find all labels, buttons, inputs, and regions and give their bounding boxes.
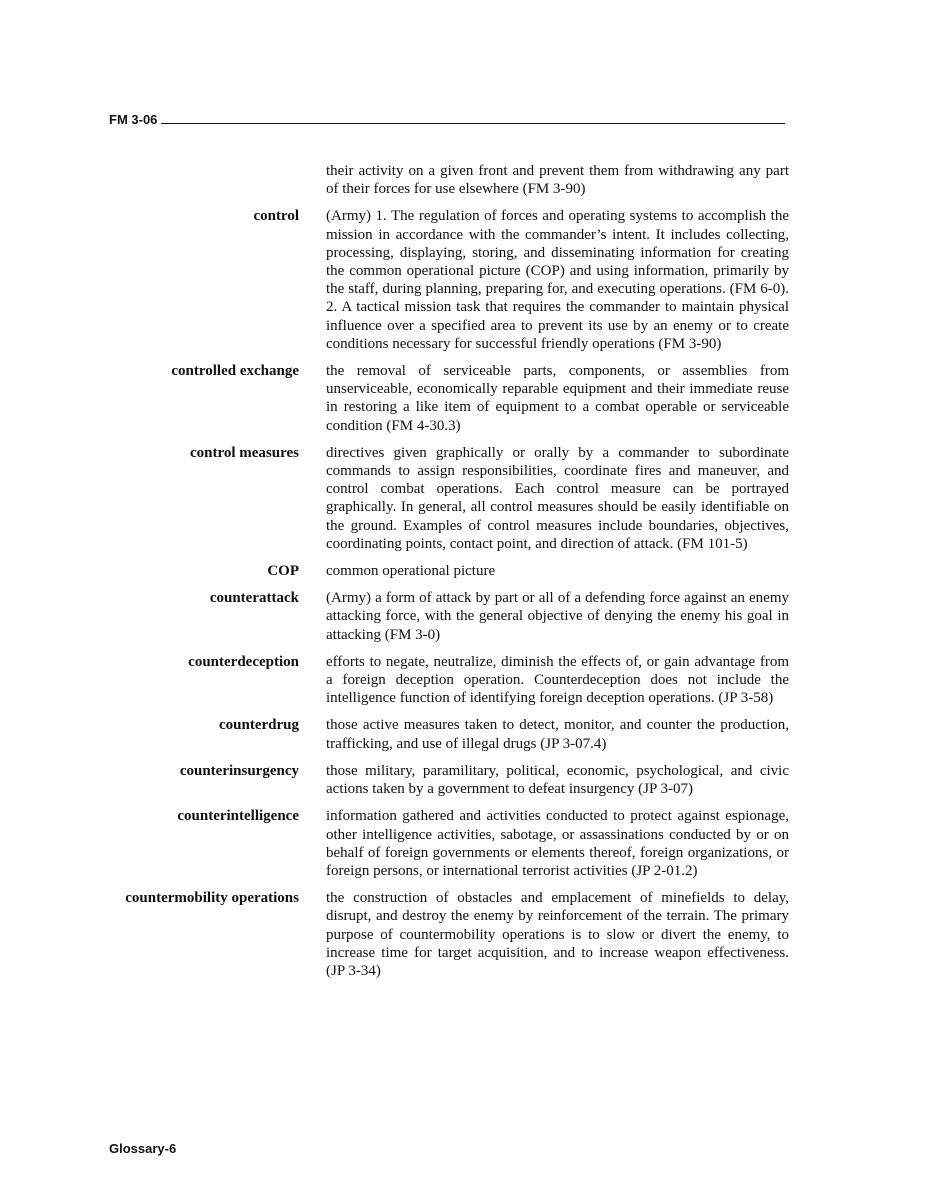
- glossary-entry: [109, 889, 791, 980]
- glossary-term: [109, 162, 299, 198]
- glossary-entry: [109, 562, 791, 580]
- glossary-entry: [109, 653, 791, 708]
- glossary-entry: [109, 716, 791, 752]
- glossary-definition: those active measures taken to detect, monitor, and counter the production, trafficking, and use of illegal drugs (JP 3-07.4): [326, 717, 789, 752]
- glossary-entry: [109, 162, 791, 198]
- glossary-entry: [109, 807, 791, 880]
- glossary-entry: [109, 589, 791, 644]
- glossary-definition: (Army) a form of attack by part or all of a defending force against an enemy attacking force, with the general objective of denying the enemy his goal in attacking (FM 3-0): [326, 590, 789, 643]
- glossary-term: COP: [267, 563, 299, 580]
- glossary-entry: [109, 762, 791, 798]
- glossary-definition: information gathered and activities conducted to protect against espionage, other intelligence activities, sabotage, or assassinations conducted by or on behalf of foreign governments or elements thereof, foreign organizations, or foreign persons, or international terrorist activities (JP 2-01.2): [326, 808, 789, 879]
- glossary-definition: the removal of serviceable parts, components, or assemblies from unserviceable, economically reparable equipment and their immediate reuse in restoring a like item of equipment to a combat operable or serviceable condition (FM 4-30.3): [326, 363, 789, 434]
- glossary-term: control: [253, 208, 299, 225]
- glossary-definition: the construction of obstacles and emplacement of minefields to delay, disrupt, and destroy the enemy by reinforcement of the terrain. The primary purpose of countermobility operations is to slow or divert the enemy, to increase time for target acquisition, and to increase weapon effectiveness. (JP 3-34): [326, 890, 789, 979]
- page-header: [109, 108, 785, 126]
- glossary-definition: efforts to negate, neutralize, diminish the effects of, or gain advantage from a foreign deception operation. Counterdeception does not include the intelligence function of identifying foreign deception operations. (JP 3-58): [326, 653, 789, 707]
- glossary-list: [109, 162, 791, 989]
- glossary-entry: [109, 207, 791, 353]
- glossary-term: counterattack: [209, 590, 299, 607]
- page-footer: Glossary-6: [109, 1141, 177, 1156]
- glossary-definition: directives given graphically or orally by a commander to subordinate commands to assign responsibilities, coordinate fires and maneuver, and control combat operations. Each control measure can be portrayed graphically. In general, all control measures should be easily identifiable on the ground. Examples of control measures include boundaries, objectives, coordinating points, contact point, and direction of attack. (FM 101-5): [326, 444, 789, 552]
- glossary-definition: common operational picture: [326, 563, 496, 580]
- glossary-definition: those military, paramilitary, political, economic, psychological, and civic actions taken by a government to defeat insurgency (JP 3-07): [326, 762, 789, 798]
- glossary-definition: (Army) 1. The regulation of forces and operating systems to accomplish the mission in accordance with the commander’s intent. It includes collecting, processing, displaying, storing, and disseminating information for creating the common operational picture (COP) and using information, primarily by the staff, during planning, preparing for, and executing operations. (FM 6-0). 2. A tactical mission task that requires the commander to maintain physical influence over a specified area to prevent its use by an enemy or to create conditions necessary for successful friendly operations (FM 3-90): [326, 208, 789, 352]
- glossary-entry: [109, 362, 791, 435]
- glossary-term: control measures: [189, 444, 299, 461]
- header-rule: [161, 123, 785, 124]
- glossary-term: counterinsurgency: [179, 762, 299, 779]
- glossary-term: counterintelligence: [177, 808, 299, 825]
- glossary-term: counterdrug: [219, 717, 299, 734]
- manual-number: FM 3-06: [109, 112, 158, 127]
- glossary-term: counterdeception: [188, 653, 299, 670]
- glossary-entry: [109, 444, 791, 553]
- glossary-term: controlled exchange: [171, 363, 299, 380]
- glossary-term: countermobility operations: [125, 890, 299, 907]
- glossary-definition: their activity on a given front and prevent them from withdrawing any part of their forces for use elsewhere (FM 3-90): [326, 163, 789, 198]
